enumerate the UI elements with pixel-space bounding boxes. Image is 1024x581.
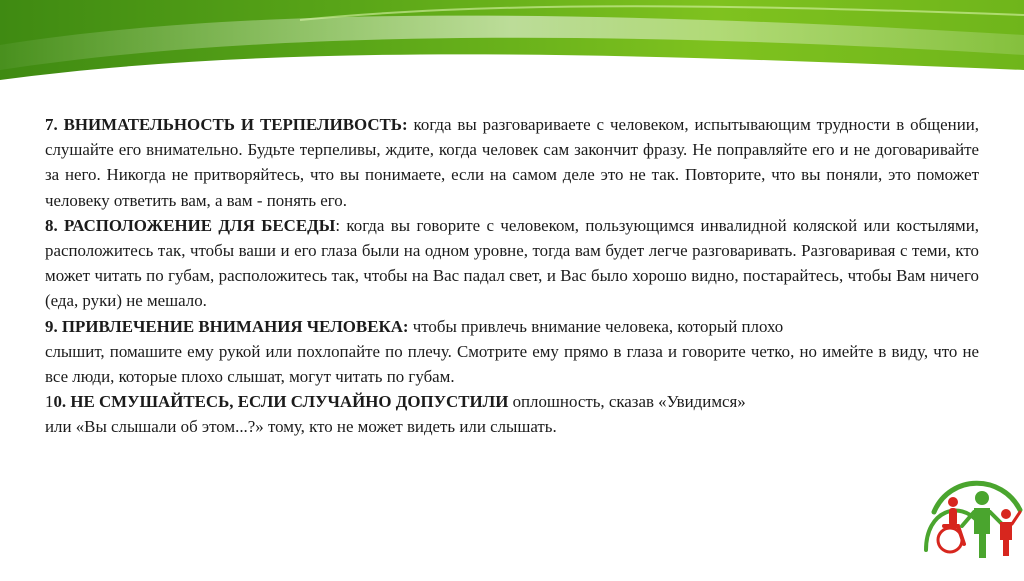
item-7 (45, 112, 979, 213)
slide-content (45, 112, 979, 440)
item-10-prefix: 1 (45, 392, 54, 412)
header-swoosh (0, 0, 1024, 100)
item-10-text: оплошность, сказав «Увидимся» (508, 392, 746, 412)
item-9-continued (45, 339, 979, 389)
inclusion-logo-icon (920, 470, 1024, 576)
item-9-heading: 9. ПРИВЛЕЧЕНИЕ ВНИМАНИЯ ЧЕЛОВЕКА: (45, 316, 409, 336)
item-8 (45, 213, 979, 314)
item-10-text2: или «Вы слышали об этом...?» тому, кто не может видеть или слышать. (45, 417, 557, 437)
item-10-heading: 0. НЕ СМУШАЙТЕСЬ, ЕСЛИ СЛУЧАЙНО ДОПУСТИЛИ (53, 392, 509, 412)
item-7-heading: 7. ВНИМАТЕЛЬНОСТЬ И ТЕРПЕЛИВОСТЬ: (45, 115, 408, 134)
item-8-heading: 8. РАСПОЛОЖЕНИЕ ДЛЯ БЕСЕДЫ (45, 215, 336, 235)
header-band (0, 0, 1024, 100)
item-10 (45, 389, 979, 439)
item-9-text2: слышит, помашите ему рукой или похлопайте по плечу. Смотрите ему прямо в глаза и говорите четко, но имейте в виду, что не все люди, которые плохо слышат, могут читать по губам. (45, 341, 979, 387)
item-8-text: : когда вы говорите с человеком, пользующимся инвалидной коляской или костылями, расположитесь так, чтобы ваши и его глаза были на одном уровне, тогда вам будет легче разговаривать. Разговаривая с теми, кто может читать по губам, расположитесь так, чтобы на Вас падал свет, и Вас было хорошо видно, постарайтесь, чтобы Вам ничего (еда, руки) не мешало. (45, 215, 979, 311)
item-9 (45, 314, 979, 339)
item-7-text: когда вы разговариваете с человеком, испытывающим трудности в общении, слушайте его внимательно. Будьте терпеливы, ждите, когда человек сам закончит фразу. Не поправляйте его и не договаривайте за него. Никогда не притворяйтесь, что вы понимаете, если на самом деле это не так. Повторите, что вы поняли, это поможет человеку ответить вам, а вам - понять его. (45, 115, 980, 210)
item-9-text: чтобы привлечь внимание человека, который плохо (408, 316, 784, 336)
